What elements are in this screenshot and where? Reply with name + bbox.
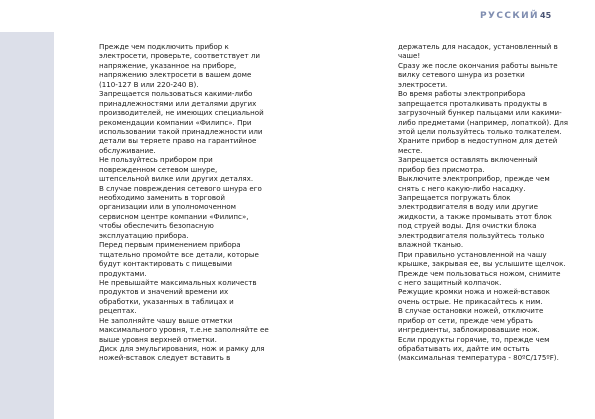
text-line: чтобы обеспечить безопасную [99, 221, 214, 231]
text-line: Перед первым применением прибора [99, 240, 241, 250]
text-line: под струей воды. Для очистки блока [398, 221, 537, 231]
text-line: напряжение, указанное на приборе, [99, 60, 237, 70]
text-line: Храните прибор в недоступном для детей [398, 136, 558, 146]
text-line: использовании такой принадлежности или [99, 126, 263, 136]
text-line: поврежденном сетевом шнуре, [99, 164, 218, 174]
text-line: вилку сетевого шнура из розетки [398, 70, 525, 80]
text-line: крышке, закрывая ее, вы услышите щелчок. [398, 259, 566, 269]
text-line: очень острые. Не прикасайтесь к ним. [398, 296, 543, 306]
text-line: этой цели пользуйтесь только толкателем. [398, 126, 562, 136]
text-line: обработки, указанных в таблицах и [99, 296, 234, 306]
text-line: Диск для эмульгирования, нож и рамку для [99, 344, 265, 353]
page-number: 45 [540, 11, 552, 20]
text-line: прибор без присмотра. [398, 164, 485, 174]
text-line: запрещается проталкивать продукты в [398, 98, 548, 108]
text-line: В случае повреждения сетевого шнура его [99, 183, 262, 193]
text-line: с него защитный колпачок. [398, 277, 502, 287]
text-line: максимального уровня, т.е.не заполняйте ее [99, 325, 269, 335]
right-text-column [398, 42, 588, 363]
text-line: штепсельной вилке или других деталях. [99, 174, 254, 184]
text-line: электросети. [398, 79, 448, 89]
text-line: электродвигателя в воду или другие [398, 202, 539, 212]
text-line: Прежде чем подключить прибор к [99, 42, 229, 51]
text-line: электродвигателя пользуйтесь только [398, 230, 545, 240]
text-line: выше уровня верхней отметки. [99, 334, 217, 344]
text-line: загрузочный бункер пальцами или какими- [398, 108, 562, 118]
left-text-column [99, 42, 289, 363]
text-line: продуктов и значений времени их [99, 287, 229, 297]
text-line: принадлежностями или деталями других [99, 98, 257, 108]
text-line: Режущие кромки ножа и ножей-вставок [398, 287, 550, 297]
text-line: обрабатывать их, дайте им остыть [398, 344, 530, 353]
text-line: чаше! [398, 51, 421, 61]
text-line: прибор от сети, прежде чем убрать [398, 315, 533, 325]
text-line: Во время работы электроприбора [398, 89, 526, 99]
text-line: организации или в уполномоченном [99, 202, 236, 212]
text-line: (110-127 В или 220-240 В). [99, 79, 199, 89]
text-line: ингредиенты, заблокировавшие нож. [398, 325, 540, 335]
text-line: рецептах. [99, 306, 137, 316]
text-line: Запрещается оставлять включенный [398, 155, 538, 165]
text-line: Прежде чем пользоваться ножом, снимите [398, 268, 561, 278]
text-line: Сразу же после окончания работы выньте [398, 60, 558, 70]
text-line: сервисном центре компании «Филипс», [99, 211, 249, 221]
text-line: месте. [398, 145, 423, 155]
text-line: будут контактировать с пищевыми [99, 259, 232, 269]
text-line: Не пользуйтесь прибором при [99, 155, 213, 165]
text-line: ножей-вставок следует вставить в [99, 353, 231, 363]
text-line: рекомендации компании «Филипс». При [99, 117, 252, 127]
text-line: держатель для насадок, установленный в [398, 42, 558, 51]
text-line: Запрещается пользоваться какими-либо [99, 89, 253, 99]
text-line: При правильно установленной на чашу [398, 249, 547, 259]
text-line: либо предметами (например, лопаткой). Для [398, 117, 569, 127]
text-line: Выключите электроприбор, прежде чем [398, 174, 550, 184]
text-line: тщательно промойте все детали, которые [99, 249, 259, 259]
text-line: производителей, не имеющих специальной [99, 108, 264, 118]
text-line: детали вы теряете право на гарантийное [99, 136, 257, 146]
side-color-band [0, 32, 54, 419]
text-line: Запрещается погружать блок [398, 193, 511, 202]
text-line: обслуживание. [99, 145, 156, 155]
text-line: эксплуатацию прибора. [99, 230, 189, 240]
text-line: Если продукты горячие, то, прежде чем [398, 334, 550, 344]
text-line: Не превышайте максимальных количеств [99, 277, 257, 287]
text-line: влажной тканью. [398, 240, 464, 250]
text-line: напряжению электросети в вашем доме [99, 70, 252, 80]
text-line: жидкости, а также промывать этот блок [398, 211, 552, 221]
text-line: Не заполняйте чашу выше отметки [99, 315, 233, 325]
text-line: снять с него какую-либо насадку. [398, 183, 526, 193]
text-line: (максимальная температура - 80ºC/175ºF). [398, 353, 559, 363]
text-line: необходимо заменить в торговой [99, 193, 225, 202]
text-line: В случае остановки ножей, отключите [398, 306, 544, 316]
language-label: РУССКИЙ [480, 11, 539, 21]
text-line: продуктами. [99, 268, 147, 278]
text-line: электросети, проверьте, соответствует ли [99, 51, 260, 61]
